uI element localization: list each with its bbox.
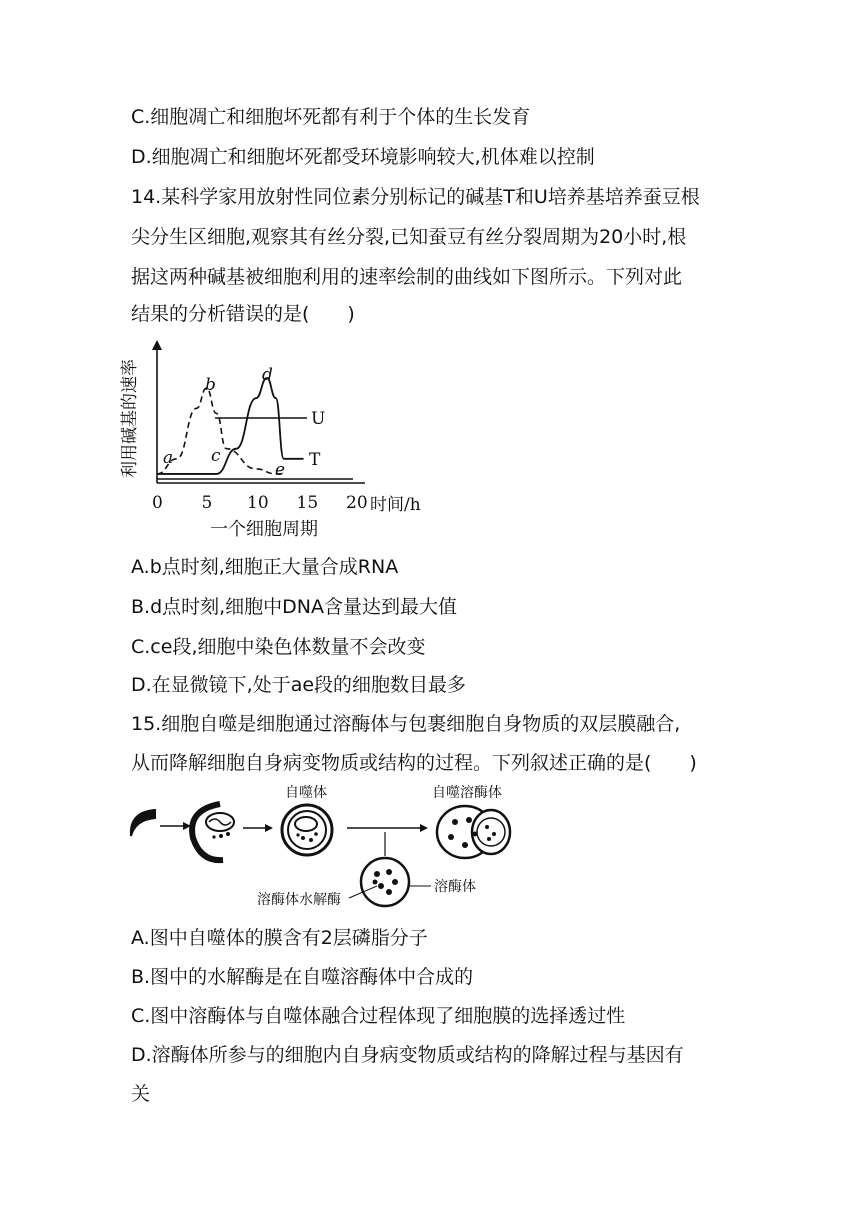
point-label-d: d [262, 365, 273, 385]
q14-option-b: B.d点时刻,细胞中DNA含量达到最大值 [131, 596, 458, 618]
autolysosome-icon [437, 806, 510, 858]
label-autolysosome: 自噬溶酶体 [432, 785, 502, 801]
isolation-membrane-icon [131, 810, 155, 836]
q14-stem-line-1: 14.某科学家用放射性同位素分别标记的碱基T和U培养基培养蚕豆根 [131, 186, 700, 208]
chart-caption: 一个细胞周期 [210, 519, 318, 540]
q14-option-a: A.b点时刻,细胞正大量合成RNA [131, 556, 399, 578]
q14-stem-line-2: 尖分生区细胞,观察其有丝分裂,已知蚕豆有丝分裂周期为20小时,根 [131, 226, 687, 248]
lysosome-icon [361, 858, 409, 906]
autophagosome-icon [282, 805, 332, 855]
point-label-e: e [275, 460, 286, 480]
q14-rate-chart [120, 338, 435, 543]
x-tick-label: 5 [201, 493, 213, 513]
q13-option-c: C.细胞凋亡和细胞坏死都有利于个体的生长发育 [131, 106, 531, 128]
x-tick-label: 20 [346, 493, 368, 513]
label-autophagosome: 自噬体 [285, 785, 327, 801]
point-label-b: b [205, 375, 216, 395]
q15-option-d: D.溶酶体所参与的细胞内自身病变物质或结构的降解过程与基因有 [131, 1044, 684, 1066]
x-tick-label: 0 [152, 493, 163, 513]
q15-option-d-continued: 关 [131, 1083, 151, 1105]
q15-stem-line-1: 15.细胞自噬是细胞通过溶酶体与包裹细胞自身物质的双层膜融合, [131, 713, 681, 735]
q14-stem-line-3: 据这两种碱基被细胞利用的速率绘制的曲线如下图所示。下列对此 [131, 266, 683, 288]
y-axis-label: 利用碱基的速率 [120, 359, 140, 478]
q14-option-d: D.在显微镜下,处于ae段的细胞数目最多 [131, 674, 467, 696]
q14-stem-line-4: 结果的分析错误的是( ) [131, 303, 355, 325]
q15-option-c: C.图中溶酶体与自噬体融合过程体现了细胞膜的选择透过性 [131, 1005, 626, 1027]
q15-autophagy-figure [125, 782, 525, 914]
label-lysosome: 溶酶体 [434, 879, 476, 895]
q14-option-c: C.ce段,细胞中染色体数量不会改变 [131, 636, 426, 658]
point-label-a: a [163, 448, 174, 468]
q13-option-d: D.细胞凋亡和细胞坏死都受环境影响较大,机体难以控制 [131, 146, 595, 168]
mitochondrion-icon [206, 813, 234, 839]
q15-stem-line-2: 从而降解细胞自身病变物质或结构的过程。下列叙述正确的是( ) [131, 752, 697, 774]
label-hydrolase: 溶酶体水解酶 [257, 892, 341, 908]
x-axis-label: 时间/h [370, 495, 421, 515]
line-label-t: T [309, 450, 321, 470]
x-tick-labels [152, 493, 368, 513]
point-label-c: c [211, 446, 221, 466]
y-axis-arrow [152, 340, 162, 350]
line-label-u: U [311, 409, 326, 429]
x-tick-label: 10 [247, 493, 269, 513]
x-tick-label: 15 [296, 493, 319, 513]
q15-option-b: B.图中的水解酶是在自噬溶酶体中合成的 [131, 966, 474, 988]
q15-option-a: A.图中自噬体的膜含有2层磷脂分子 [131, 927, 428, 949]
u-curve-dashed [157, 388, 286, 474]
